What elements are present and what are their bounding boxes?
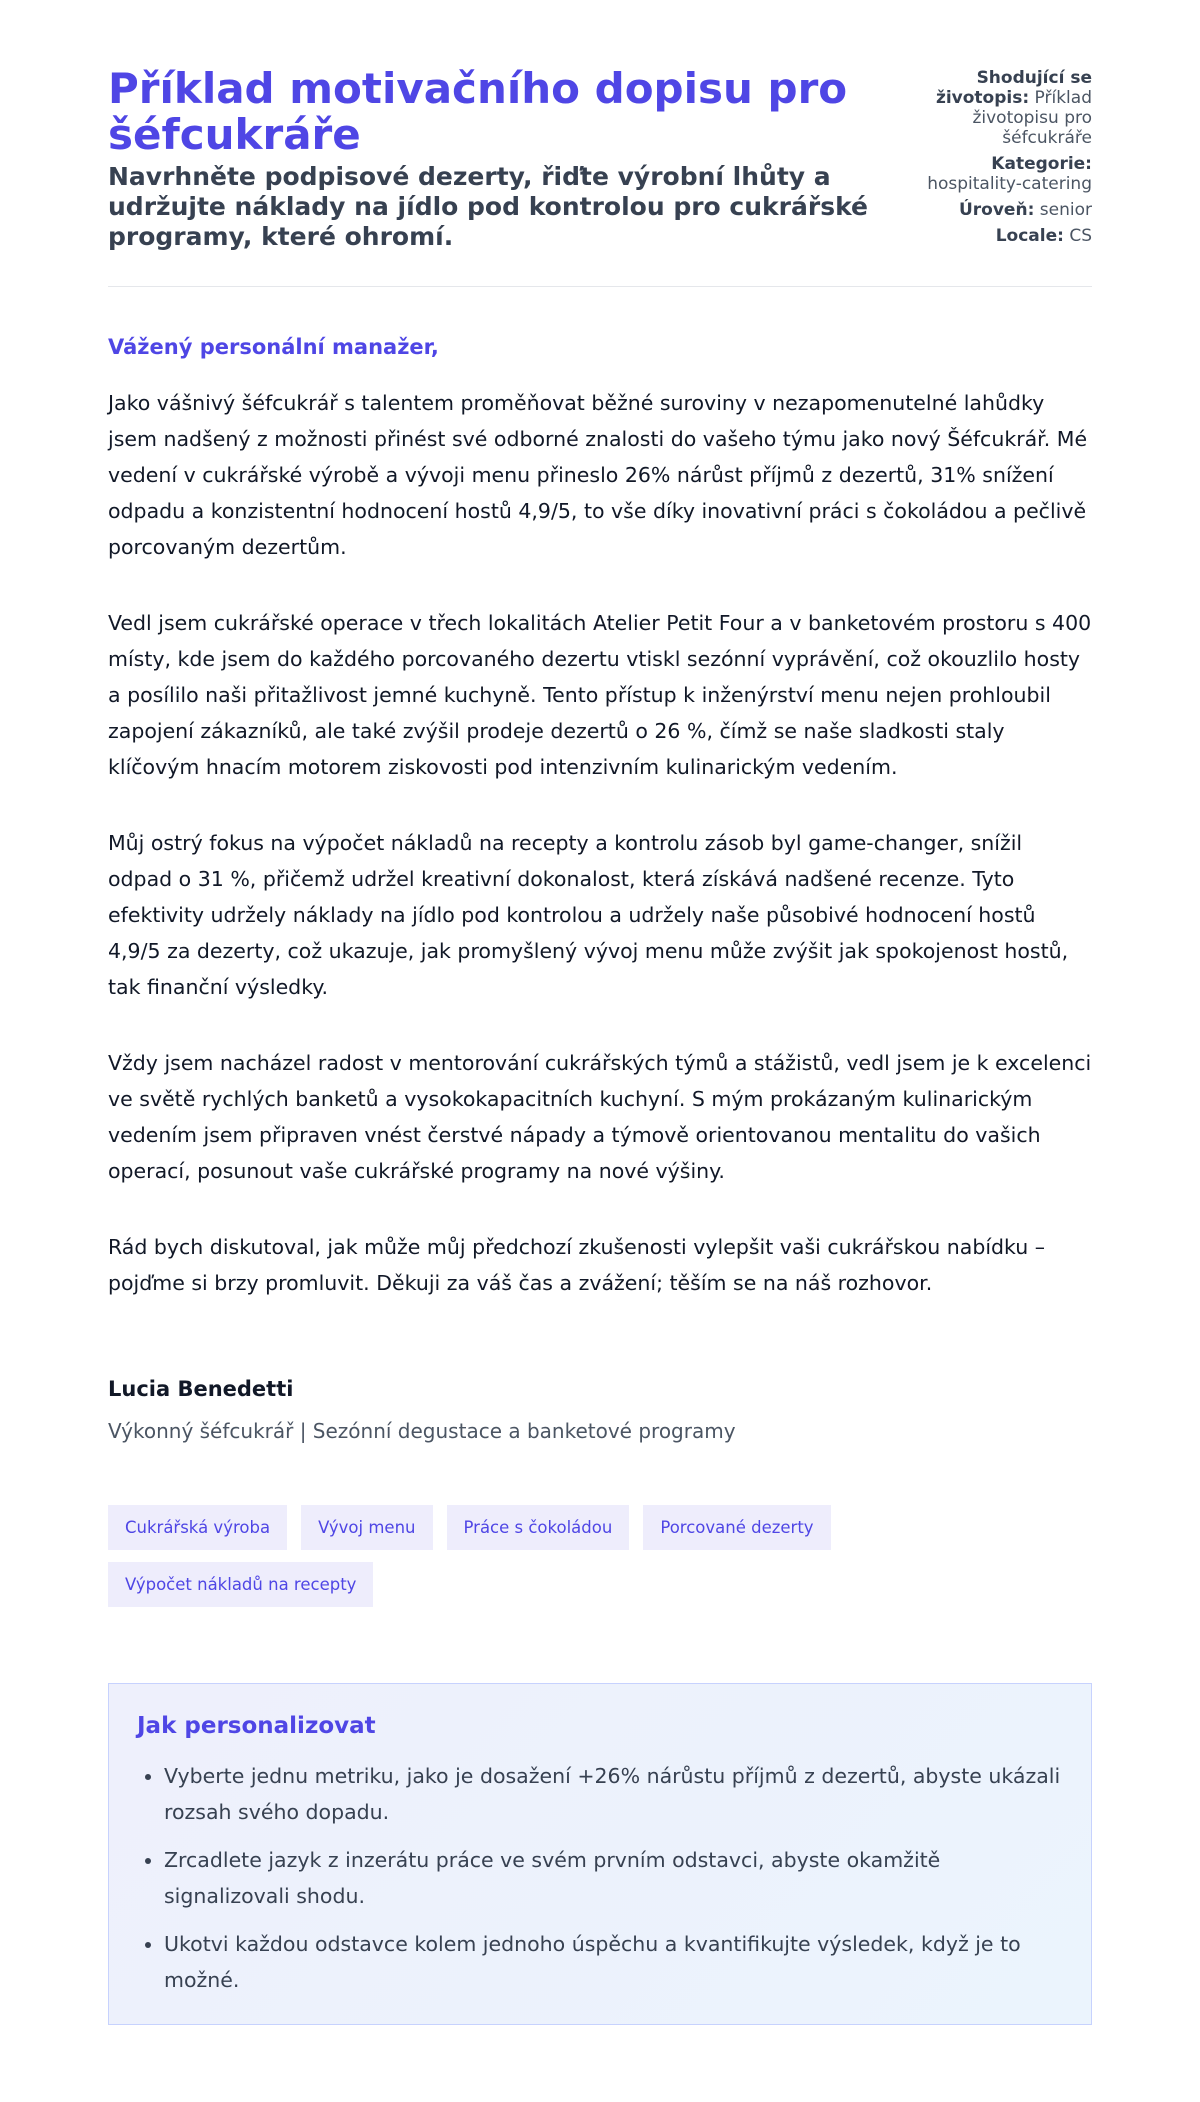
tips-list-item: • Zrcadlete jazyk z inzerátu práce ve svém prvním odstavci, abyste okamžitě signalizovali shodu. — [164, 1842, 1063, 1914]
header-divider — [108, 286, 1092, 287]
letter-paragraph-4: Vždy jsem nacházel radost v mentorování cukrářských týmů a stážistů, vedl jsem je k excelenci ve světě rychlých banketů a vysokokapacitních kuchyní. S mým prokázaným kulinarickým vedením jsem připraven vnést čerstvé nápady a týmově orientovanou mentalitu do vašich operací, posunout vaše cukrářské programy na nové výšiny. — [108, 1051, 1092, 1183]
letter-paragraph-3: Můj ostrý fokus na výpočet nákladů na recepty a kontrolu zásob byl game-changer, snížil odpad o 31 %, přičemž udržel kreativní dokonalost, která získává nadšené recenze. Tyto efektivity udržely náklady na jídlo pod kontrolou a udržely naše působivé hodnocení hostů 4,9/5 za dezerty, což ukazuje, jak promyšlený vývoj menu může zvýšit jak spokojenost hostů, tak finanční výsledky. — [108, 831, 1069, 999]
skill-tag: Porcované dezerty — [643, 1505, 830, 1550]
letter-paragraph-5: Rád bych diskutoval, jak může můj předchozí zkušenosti vylepšit vaši cukrářskou nabídku – pojďme si brzy promluvit. Děkuji za váš čas a zvážení; těším se na náš rozhovor. — [108, 1235, 1046, 1295]
meta-category-key: Kategorie: — [991, 154, 1092, 174]
meta-resume-key: Shodující se životopis: — [935, 68, 1092, 108]
skill-tag: Vývoj menu — [301, 1505, 432, 1550]
meta-resume-value: Příklad životopisu pro šéfcukráře — [972, 88, 1092, 148]
header-titles — [108, 66, 868, 252]
page-header — [108, 66, 1092, 252]
meta-resume — [902, 68, 1092, 148]
meta-locale-key: Locale: — [995, 226, 1064, 246]
personalization-tips — [108, 1683, 1092, 2025]
letter-paragraph-2: Vedl jsem cukrářské operace v třech lokalitách Atelier Petit Four a v banketovém prostoru s 400 místy, kde jsem do každého porcovaného dezertu vtiskl sezónní vyprávění, což okouzlilo hosty a posílilo naši přitažlivost jemné kuchyně. Tento přístup k inženýrství menu nejen prohloubil zapojení zákazníků, ale také zvýšil prodeje dezertů o 26 %, čímž se naše sladkosti staly klíčovým hnacím motorem ziskovosti pod intenzivním kulinarickým vedením. — [108, 611, 1092, 779]
page-title: Příklad motivačního dopisu pro šéfcukráře — [108, 64, 848, 159]
metadata-panel — [902, 66, 1092, 252]
letter-greeting: Vážený personální manažer, — [108, 335, 439, 359]
skill-tag: Práce s čokoládou — [447, 1505, 630, 1550]
skill-tag: Cukrářská výroba — [108, 1505, 287, 1550]
skill-tags — [108, 1505, 888, 1607]
meta-locale — [902, 226, 1092, 246]
skill-tag: Výpočet nákladů na recepty — [108, 1562, 373, 1607]
signature-name: Lucia Benedetti — [108, 1377, 294, 1401]
tips-list — [137, 1758, 1063, 1998]
tips-list-item: • Ukotvi každou odstavce kolem jednoho úspěchu a kvantifikujte výsledek, když je to možné. — [164, 1926, 1063, 1998]
letter-body — [108, 333, 1092, 1445]
meta-level-key: Úroveň: — [958, 200, 1035, 220]
meta-category-value: hospitality-catering — [927, 174, 1092, 194]
meta-locale-value: CS — [1069, 226, 1092, 246]
signature-block — [108, 1375, 1092, 1445]
signature-title: Výkonný šéfcukrář | Sezónní degustace a banketové programy — [108, 1419, 736, 1443]
letter-paragraph-1: Jako vášnivý šéfcukrář s talentem proměňovat běžné suroviny v nezapomenutelné lahůdky jsem nadšený z možnosti přinést své odborné znalosti do vašeho týmu jako nový Šéfcukrář. Mé vedení v cukrářské výrobě a vývoji menu přineslo 26% nárůst příjmů z dezertů, 31% snížení odpadu a konzistentní hodnocení hostů 4,9/5, to vše díky inovativní práci s čokoládou a pečlivě porcovaným dezertům. — [108, 391, 1088, 559]
tips-list-item: • Vyberte jednu metriku, jako je dosažení +26% nárůstu příjmů z dezertů, abyste ukázali rozsah svého dopadu. — [164, 1758, 1063, 1830]
page-subtitle: Navrhněte podpisové dezerty, řiďte výrobní lhůty a udržujte náklady na jídlo pod kontrolou pro cukrářské programy, které ohromí. — [108, 162, 868, 251]
meta-category — [902, 154, 1092, 194]
meta-level — [902, 200, 1092, 220]
tips-title: Jak personalizovat — [137, 1713, 376, 1739]
meta-level-value: senior — [1039, 200, 1092, 220]
